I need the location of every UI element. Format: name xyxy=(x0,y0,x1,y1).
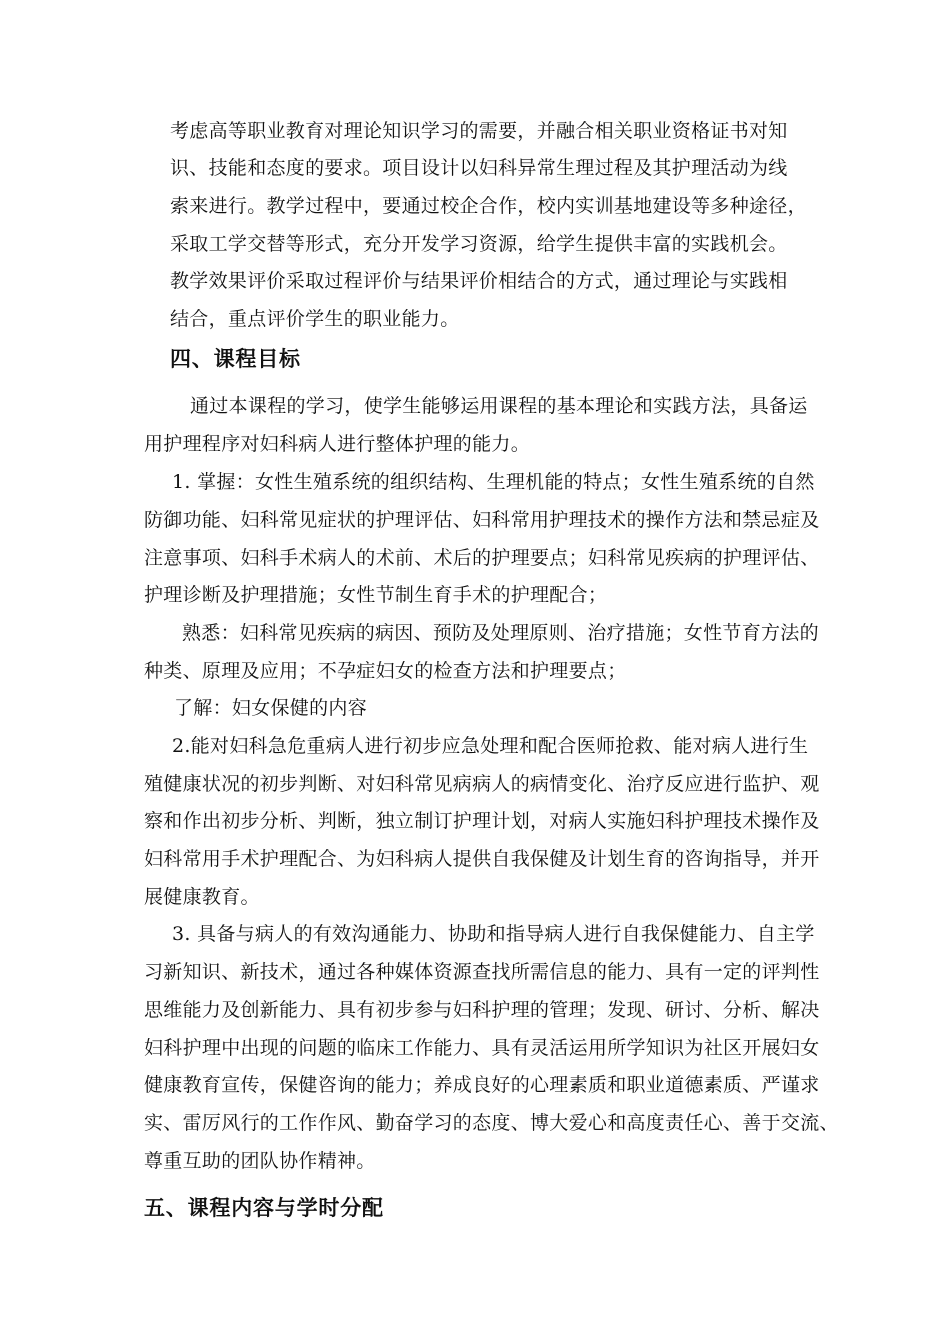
intro-line-4: 采取工学交替等形式，充分开发学习资源，给学生提供丰富的实践机会。 xyxy=(170,233,788,255)
item1-master-line-4: 护理诊断及护理措施；女性节制生育手术的护理配合； xyxy=(144,584,608,606)
intro-line-3: 索来进行。教学过程中，要通过校企合作，校内实训基地建设等多种途径， xyxy=(170,195,807,217)
item1-familiar-line-1: 熟悉：妇科常见疾病的病因、预防及处理原则、治疗措施；女性节育方法的 xyxy=(182,622,819,644)
overview-line-2: 用护理程序对妇科病人进行整体护理的能力。 xyxy=(144,433,531,455)
item1-master-line-3: 注意事项、妇科手术病人的术前、术后的护理要点；妇科常见疾病的护理评估、 xyxy=(144,547,820,569)
item2-line-3: 察和作出初步分析、判断，独立制订护理计划，对病人实施妇科护理技术操作及 xyxy=(144,810,820,832)
item2-line-4: 妇科常用手术护理配合、为妇科病人提供自我保健及计划生育的咨询指导，并开 xyxy=(144,848,820,870)
item3-line-2: 习新知识、新技术，通过各种媒体资源查找所需信息的能力、具有一定的评判性 xyxy=(144,961,820,983)
intro-line-2: 识、技能和态度的要求。项目设计以妇科异常生理过程及其护理活动为线 xyxy=(170,157,788,179)
item2-line-5: 展健康教育。 xyxy=(144,886,260,908)
item1-master-line-1: 1. 掌握：女性生殖系统的组织结构、生理机能的特点；女性生殖系统的自然 xyxy=(172,471,815,493)
item1-understand-line: 了解：妇女保健的内容 xyxy=(174,697,368,719)
intro-line-1: 考虑高等职业教育对理论知识学习的需要，并融合相关职业资格证书对知 xyxy=(170,120,788,142)
section-5-heading: 五、课程内容与学时分配 xyxy=(144,1196,384,1220)
item1-familiar-line-2: 种类、原理及应用；不孕症妇女的检查方法和护理要点； xyxy=(144,660,627,682)
item3-line-3: 思维能力及创新能力、具有初步参与妇科护理的管理；发现、研讨、分析、解决 xyxy=(144,999,820,1021)
item3-line-1: 3. 具备与病人的有效沟通能力、协助和指导病人进行自我保健能力、自主学 xyxy=(172,923,815,945)
intro-line-5: 教学效果评价采取过程评价与结果评价相结合的方式，通过理论与实践相 xyxy=(170,270,788,292)
item3-line-7: 尊重互助的团队协作精神。 xyxy=(144,1150,376,1172)
item2-line-2: 殖健康状况的初步判断、对妇科常见病病人的病情变化、治疗反应进行监护、观 xyxy=(144,773,820,795)
section-4-heading: 四、课程目标 xyxy=(170,347,301,371)
item3-line-6: 实、雷厉风行的工作作风、勤奋学习的态度、博大爱心和高度责任心、善于交流、 xyxy=(144,1112,839,1134)
item3-line-4: 妇科护理中出现的问题的临床工作能力、具有灵活运用所学知识为社区开展妇女 xyxy=(144,1037,820,1059)
intro-line-6: 结合，重点评价学生的职业能力。 xyxy=(170,308,460,330)
item1-master-line-2: 防御功能、妇科常见症状的护理评估、妇科常用护理技术的操作方法和禁忌症及 xyxy=(144,509,820,531)
item3-line-5: 健康教育宣传，保健咨询的能力；养成良好的心理素质和职业道德素质、严谨求 xyxy=(144,1074,820,1096)
item2-line-1: 2.能对妇科急危重病人进行初步应急处理和配合医师抢救、能对病人进行生 xyxy=(172,735,809,757)
overview-line-1: 通过本课程的学习，使学生能够运用课程的基本理论和实践方法，具备运 xyxy=(190,395,808,417)
